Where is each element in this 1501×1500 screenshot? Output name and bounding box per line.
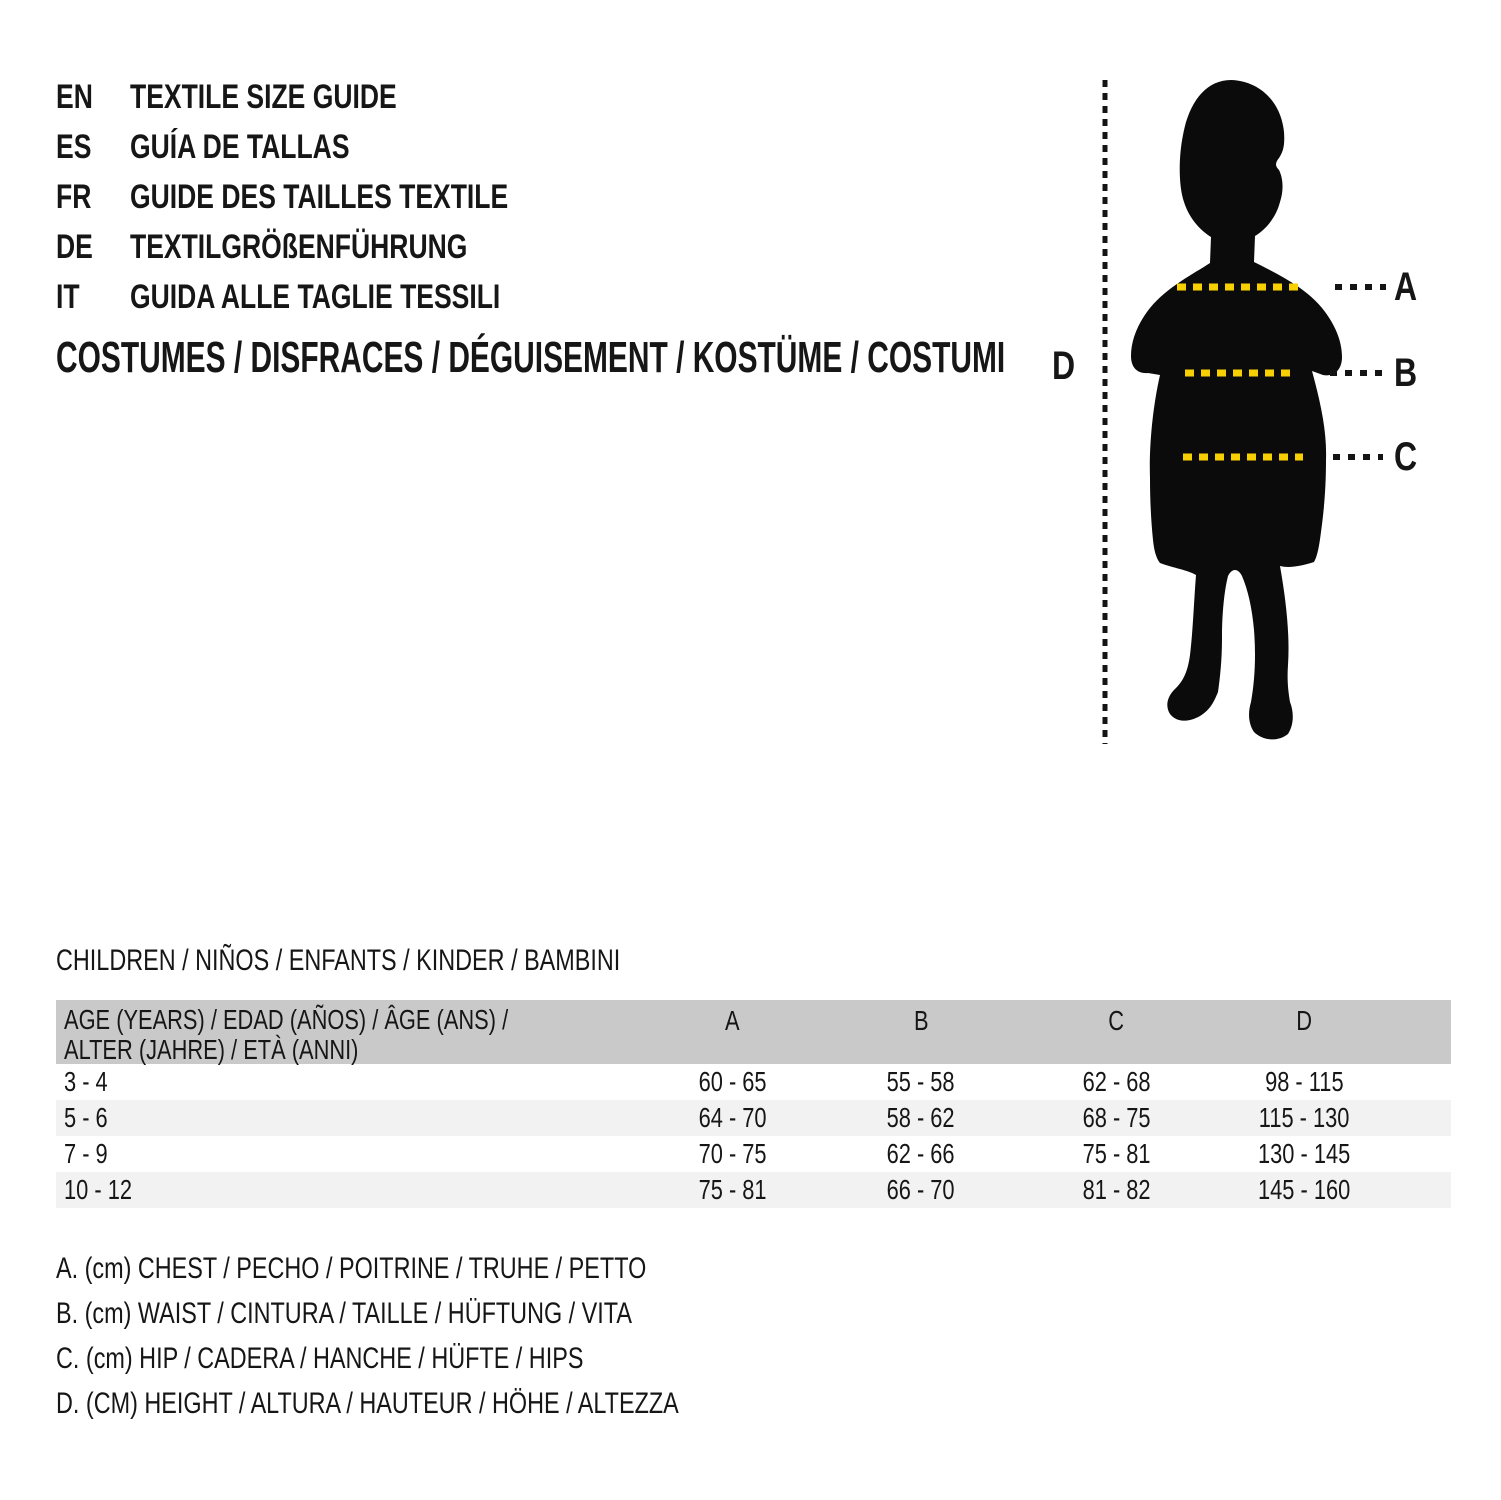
measurement-figure bbox=[1040, 72, 1480, 758]
cell-age: 5 - 6 bbox=[64, 1102, 108, 1133]
header-spacer bbox=[1395, 1000, 1451, 1005]
header-age: AGE (YEARS) / EDAD (AÑOS) / ÂGE (ANS) / ALTER (JAHRE) / ETÀ (ANNI) bbox=[64, 1004, 509, 1065]
cell-b: 62 - 66 bbox=[886, 1138, 955, 1169]
size-table-header-row bbox=[56, 1000, 1451, 1064]
lang-code: DE bbox=[56, 228, 93, 266]
measurement-legend bbox=[56, 1252, 854, 1432]
header-col-d: D bbox=[1296, 1005, 1313, 1036]
child-silhouette bbox=[1131, 80, 1342, 739]
cell-a: 70 - 75 bbox=[698, 1138, 767, 1169]
lang-code: FR bbox=[56, 178, 92, 216]
cell-a: 75 - 81 bbox=[698, 1174, 767, 1205]
lang-title: TEXTILE SIZE GUIDE bbox=[130, 78, 397, 116]
legend-chest: A. (cm) CHEST / PECHO / POITRINE / TRUHE / PETTO bbox=[56, 1252, 647, 1285]
label-chest-a: A bbox=[1394, 265, 1418, 309]
label-height-d: D bbox=[1052, 344, 1076, 388]
header-col-a: A bbox=[725, 1005, 740, 1036]
cell-b: 66 - 70 bbox=[886, 1174, 955, 1205]
lang-title: TEXTILGRÖßENFÜHRUNG bbox=[130, 228, 468, 266]
label-waist-b: B bbox=[1394, 351, 1418, 395]
cell-d: 115 - 130 bbox=[1259, 1102, 1350, 1133]
table-row bbox=[56, 1136, 1451, 1172]
lang-title: GUIDA ALLE TAGLIE TESSILI bbox=[130, 278, 501, 316]
table-row bbox=[56, 1064, 1451, 1100]
lang-code: ES bbox=[56, 128, 92, 166]
legend-height: D. (CM) HEIGHT / ALTURA / HAUTEUR / HÖHE / ALTEZZA bbox=[56, 1387, 679, 1420]
cell-c: 68 - 75 bbox=[1082, 1102, 1151, 1133]
cell-b: 58 - 62 bbox=[886, 1102, 955, 1133]
lang-title: GUIDE DES TAILLES TEXTILE bbox=[130, 178, 509, 216]
legend-hip: C. (cm) HIP / CADERA / HANCHE / HÜFTE / HIPS bbox=[56, 1342, 584, 1375]
cell-a: 60 - 65 bbox=[698, 1066, 767, 1097]
cell-b: 55 - 58 bbox=[886, 1066, 955, 1097]
lang-code: IT bbox=[56, 278, 80, 316]
cell-age: 7 - 9 bbox=[64, 1138, 108, 1169]
lang-title: GUÍA DE TALLAS bbox=[130, 128, 350, 166]
child-silhouette-diagram bbox=[1040, 72, 1480, 758]
label-hip-c: C bbox=[1394, 435, 1418, 479]
lang-code: EN bbox=[56, 78, 93, 116]
header-col-c: C bbox=[1108, 1005, 1125, 1036]
cell-age: 10 - 12 bbox=[64, 1174, 132, 1205]
cell-a: 64 - 70 bbox=[698, 1102, 767, 1133]
cell-c: 81 - 82 bbox=[1082, 1174, 1151, 1205]
category-line: COSTUMES / DISFRACES / DÉGUISEMENT / KOSTÜME / COSTUMI bbox=[56, 333, 1006, 382]
table-title: CHILDREN / NIÑOS / ENFANTS / KINDER / BAMBINI bbox=[56, 944, 621, 977]
header-col-b: B bbox=[913, 1005, 929, 1036]
cell-d: 130 - 145 bbox=[1258, 1138, 1351, 1169]
legend-waist: B. (cm) WAIST / CINTURA / TAILLE / HÜFTUNG / VITA bbox=[56, 1297, 632, 1330]
cell-age: 3 - 4 bbox=[64, 1066, 108, 1097]
table-row bbox=[56, 1100, 1451, 1136]
cell-c: 62 - 68 bbox=[1082, 1066, 1151, 1097]
table-row bbox=[56, 1172, 1451, 1208]
cell-c: 75 - 81 bbox=[1082, 1138, 1151, 1169]
cell-d: 98 - 115 bbox=[1265, 1066, 1344, 1097]
size-table bbox=[56, 1000, 1451, 1208]
cell-d: 145 - 160 bbox=[1258, 1174, 1351, 1205]
